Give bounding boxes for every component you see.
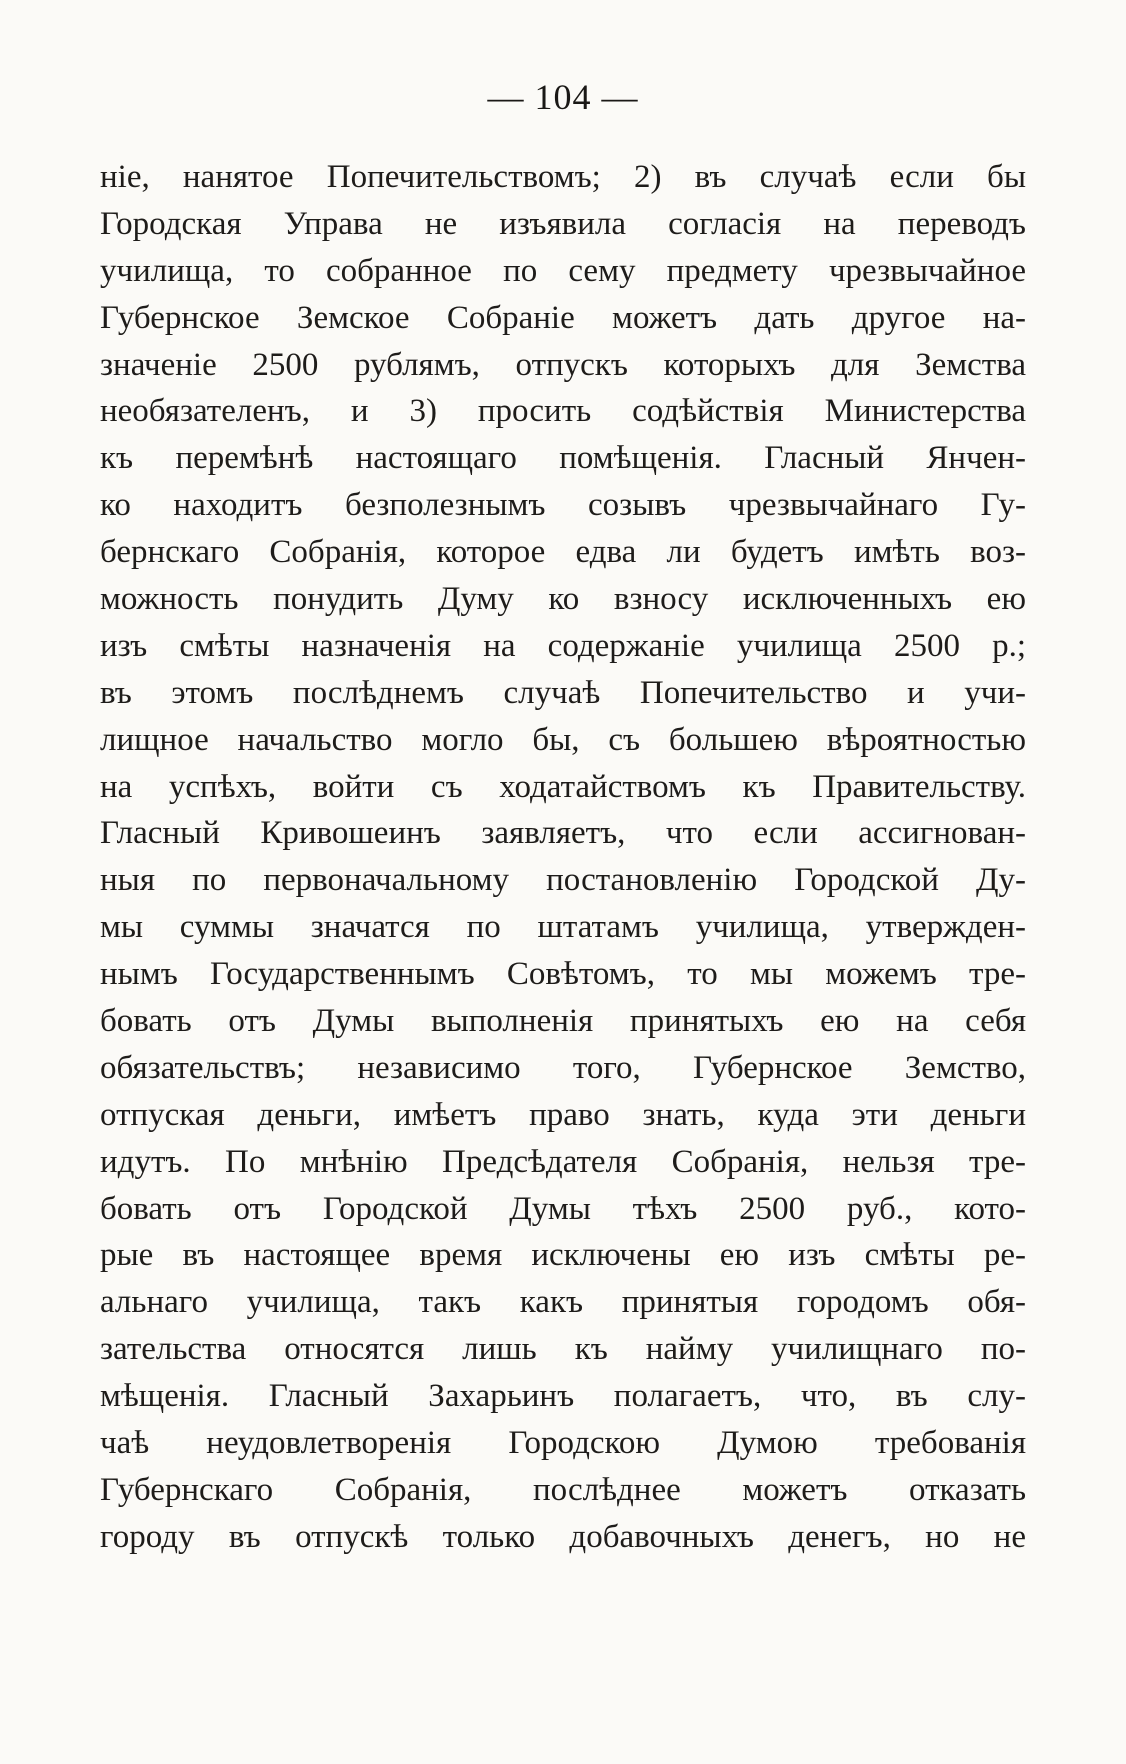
text-line: лищное начальство могло бы, съ большею вѣроятностью bbox=[100, 721, 1026, 758]
text-line: зательства относятся лишь къ найму училищнаго по- bbox=[100, 1331, 1026, 1368]
text-line: на успѣхъ, войти съ ходатайствомъ къ Правительству. bbox=[100, 768, 1026, 805]
text-line: бовать отъ Думы выполненія принятыхъ ею на себя bbox=[100, 1003, 1026, 1040]
text-line: мѣщенія. Гласный Захарьинъ полагаетъ, что, въ слу- bbox=[100, 1378, 1026, 1415]
text-line: отпуская деньги, имѣетъ право знать, куда эти деньги bbox=[100, 1096, 1026, 1133]
text-line: значеніе 2500 рублямъ, отпускъ которыхъ для Земства bbox=[100, 346, 1026, 383]
text-line: мы суммы значатся по штатамъ училища, утвержден- bbox=[100, 909, 1026, 946]
text-line: обязательствъ; независимо того, Губернское Земство, bbox=[100, 1049, 1026, 1086]
text-line: ніе, нанятое Попечительствомъ; 2) въ случаѣ если бы bbox=[100, 159, 1026, 195]
body-text bbox=[100, 154, 1026, 1561]
text-line: идутъ. По мнѣнію Предсѣдателя Собранія, нельзя тре- bbox=[100, 1143, 1026, 1180]
text-line: училища, то собранное по сему предмету чрезвычайное bbox=[100, 252, 1026, 289]
text-line: въ этомъ послѣднемъ случаѣ Попечительство и учи- bbox=[100, 674, 1026, 711]
text-line: рые въ настоящее время исключены ею изъ смѣты ре- bbox=[100, 1237, 1026, 1274]
text-line: изъ смѣты назначенія на содержаніе училища 2500 р.; bbox=[100, 627, 1026, 664]
text-line: чаѣ неудовлетворенія Городскою Думою требованія bbox=[100, 1425, 1026, 1462]
text-line: городу въ отпускѣ только добавочныхъ денегъ, но не bbox=[100, 1518, 1026, 1555]
text-line: ко находитъ безполезнымъ созывъ чрезвычайнаго Гу- bbox=[100, 487, 1026, 524]
text-line: Губернское Земское Собраніе можетъ дать другое на- bbox=[100, 299, 1026, 336]
page-number: — 104 — bbox=[487, 77, 639, 117]
text-line: Губернскаго Собранія, послѣднее можетъ отказать bbox=[100, 1471, 1026, 1508]
text-line: бернскаго Собранія, которое едва ли будетъ имѣть воз- bbox=[100, 534, 1026, 571]
text-line: бовать отъ Городской Думы тѣхъ 2500 руб., кото- bbox=[100, 1190, 1026, 1227]
text-line: необязателенъ, и 3) просить содѣйствія Министерства bbox=[100, 393, 1026, 430]
text-line: къ перемѣнѣ настоящаго помѣщенія. Гласный Янчен- bbox=[100, 440, 1026, 477]
text-line: Гласный Кривошеинъ заявляетъ, что если ассигнован- bbox=[100, 815, 1026, 852]
text-line: Городская Управа не изъявила согласія на переводъ bbox=[100, 205, 1026, 242]
text-line: ныя по первоначальному постановленію Городской Ду- bbox=[100, 862, 1026, 899]
text-line: альнаго училища, такъ какъ принятыя городомъ обя- bbox=[100, 1284, 1026, 1321]
text-line: нымъ Государственнымъ Совѣтомъ, то мы можемъ тре- bbox=[100, 956, 1026, 993]
text-line: можность понудить Думу ко взносу исключенныхъ ею bbox=[100, 581, 1026, 618]
